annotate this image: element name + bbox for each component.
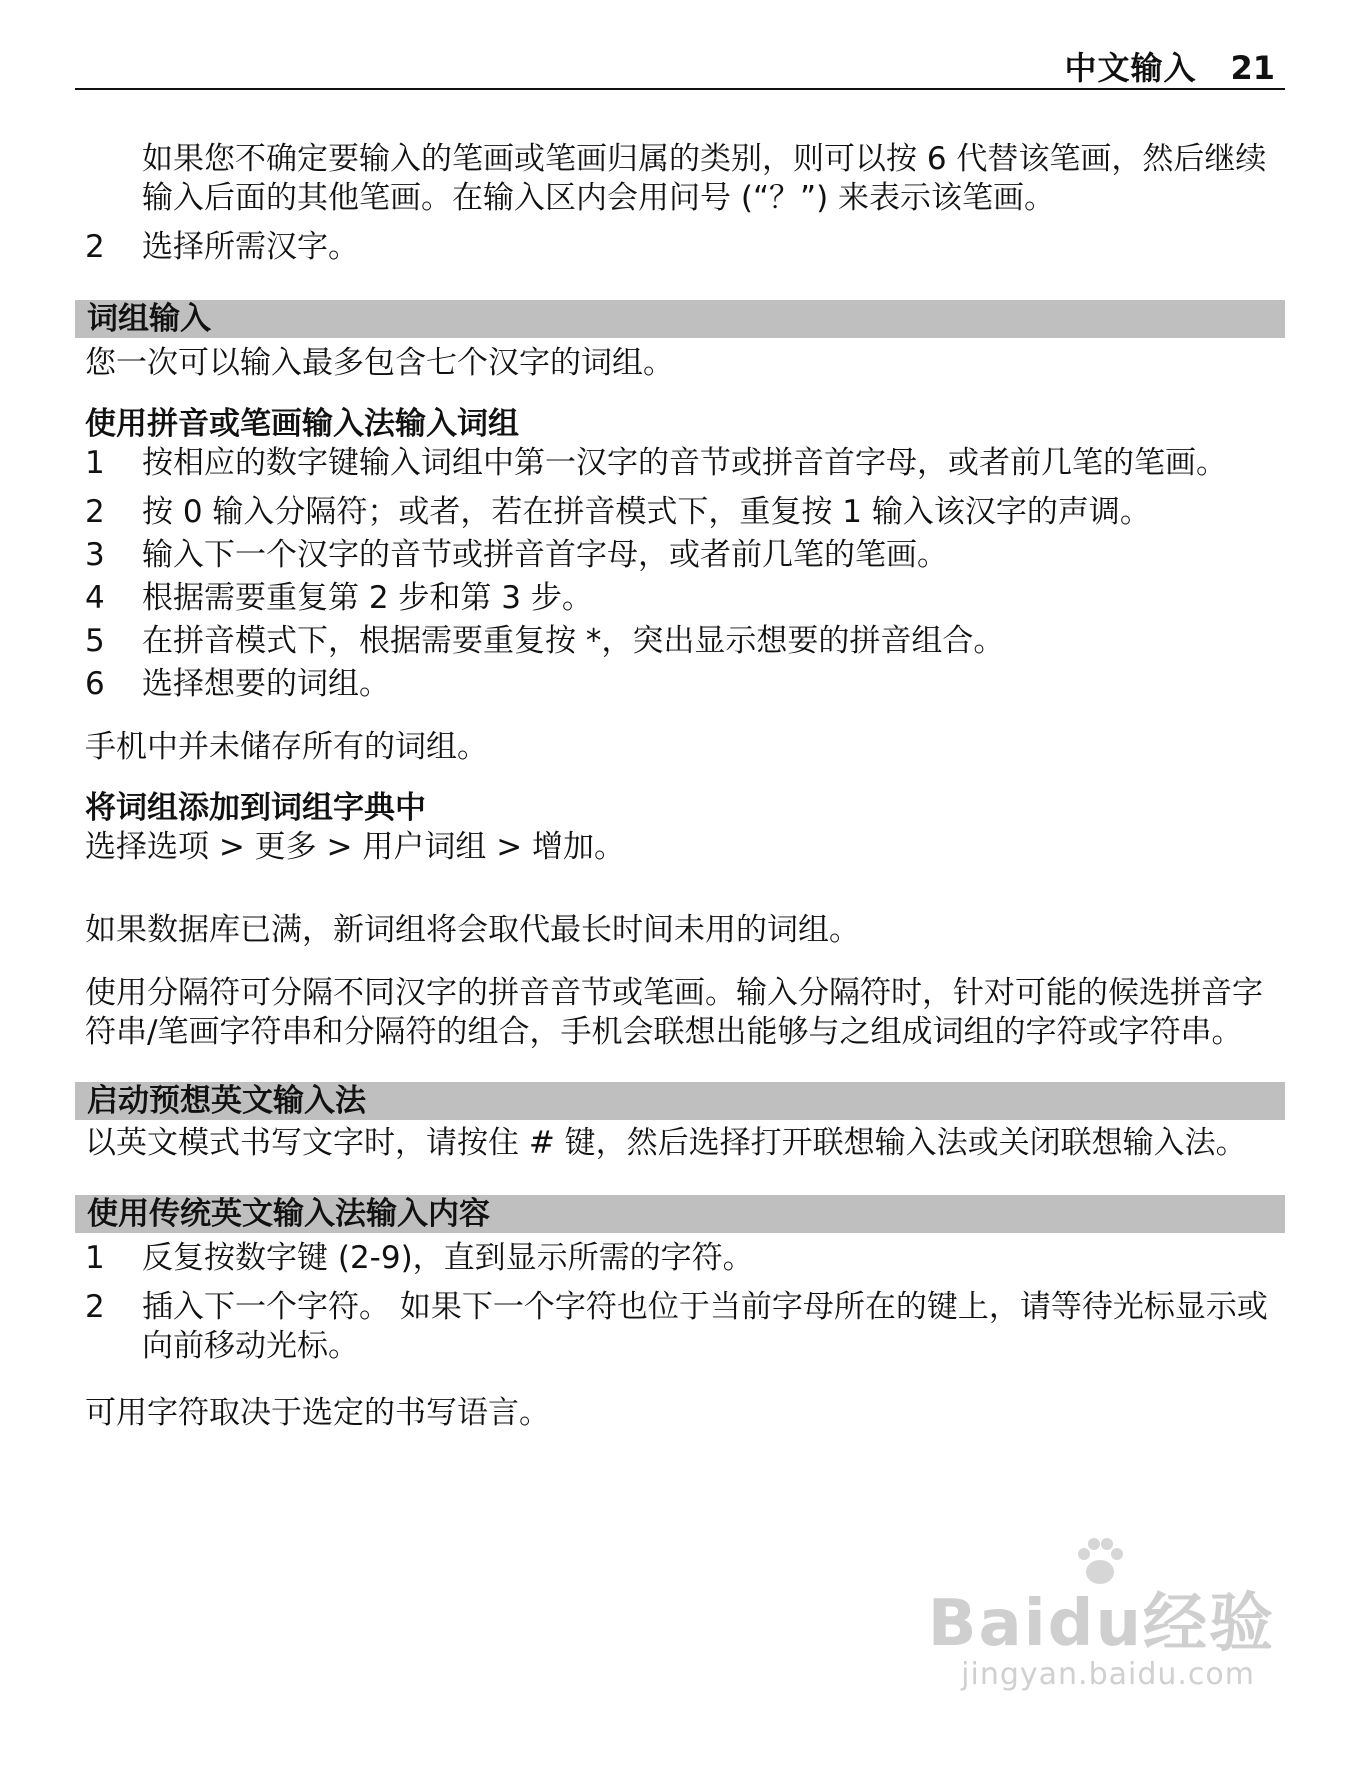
list-text: 按 0 输入分隔符；或者，若在拼音模式下，重复按 1 输入该汉字的声调。 (142, 494, 1151, 530)
subhead-add-phrase: 将词组添加到词组字典中 (85, 790, 426, 826)
section-title-traditional: 使用传统英文输入法输入内容 (75, 1195, 1285, 1233)
list-number: 2 (85, 494, 105, 530)
list-text: 在拼音模式下，根据需要重复按 *，突出显示想要的拼音组合。 (142, 623, 1005, 659)
list-item (85, 1288, 1285, 1366)
watermark-logo: Baidu经验 (927, 1587, 1275, 1661)
chapter-title: 中文输入 (1064, 49, 1197, 87)
character-note: 可用字符取决于选定的书写语言。 (85, 1395, 550, 1431)
list-text: 选择所需汉字。 (142, 229, 359, 265)
list-number: 5 (85, 623, 105, 659)
section-title-phrase: 词组输入 (75, 300, 1285, 338)
baidu-watermark (927, 1532, 1275, 1732)
list-text: 根据需要重复第 2 步和第 3 步。 (142, 580, 593, 616)
section-title-predictive: 启动预想英文输入法 (75, 1082, 1285, 1120)
list-text: 按相应的数字键输入词组中第一汉字的音节或拼音首字母，或者前几笔的笔画。 (142, 445, 1227, 481)
list-item (85, 228, 1285, 267)
intro-paragraph: 如果您不确定要输入的笔画或笔画归属的类别，则可以按 6 代替该笔画，然后继续输入后面的其他笔画。在输入区内会用问号 (“？”) 来表示该笔画。 (142, 141, 1267, 216)
database-full-note: 如果数据库已满，新词组将会取代最长时间未用的词组。 (85, 912, 860, 948)
list-item (85, 665, 1285, 704)
list-number: 1 (85, 1240, 105, 1276)
separator-note: 使用分隔符可分隔不同汉字的拼音音节或笔画。输入分隔符时，针对可能的候选拼音字符串/笔画字符串和分隔符的组合，手机会联想出能够与之组成词组的字符或字符串。 (85, 975, 1263, 1050)
list-text: 反复按数字键 (2-9)，直到显示所需的字符。 (142, 1240, 754, 1276)
phrase-storage-note: 手机中并未储存所有的词组。 (85, 729, 488, 765)
list-text: 输入下一个汉字的音节或拼音首字母，或者前几笔的笔画。 (142, 537, 948, 573)
list-item (85, 622, 1285, 661)
list-item (85, 444, 1285, 483)
list-text: 插入下一个字符。 如果下一个字符也位于当前字母所在的键上，请等待光标显示或向前移动光标。 (142, 1289, 1268, 1364)
list-item (85, 579, 1285, 618)
list-number: 6 (85, 666, 105, 702)
watermark-url: jingyan.baidu.com (961, 1657, 1255, 1692)
list-number: 3 (85, 537, 105, 573)
page-content (85, 140, 1285, 1433)
list-text: 选择想要的词组。 (142, 666, 390, 702)
list-item (85, 536, 1285, 575)
list-number: 2 (85, 229, 105, 265)
menu-path: 选择选项 > 更多 > 用户词组 > 增加。 (85, 829, 626, 865)
predictive-description: 以英文模式书写文字时，请按住 # 键，然后选择打开联想输入法或关闭联想输入法。 (85, 1125, 1247, 1161)
subhead-phrase-input: 使用拼音或笔画输入法输入词组 (85, 406, 519, 442)
page-number: 21 (1230, 49, 1275, 87)
list-number: 2 (85, 1289, 105, 1325)
list-item (85, 1239, 1285, 1278)
page-header (75, 46, 1285, 90)
list-number: 4 (85, 580, 105, 616)
phrase-description: 您一次可以输入最多包含七个汉字的词组。 (85, 345, 674, 381)
list-item (85, 493, 1285, 532)
list-number: 1 (85, 445, 105, 481)
